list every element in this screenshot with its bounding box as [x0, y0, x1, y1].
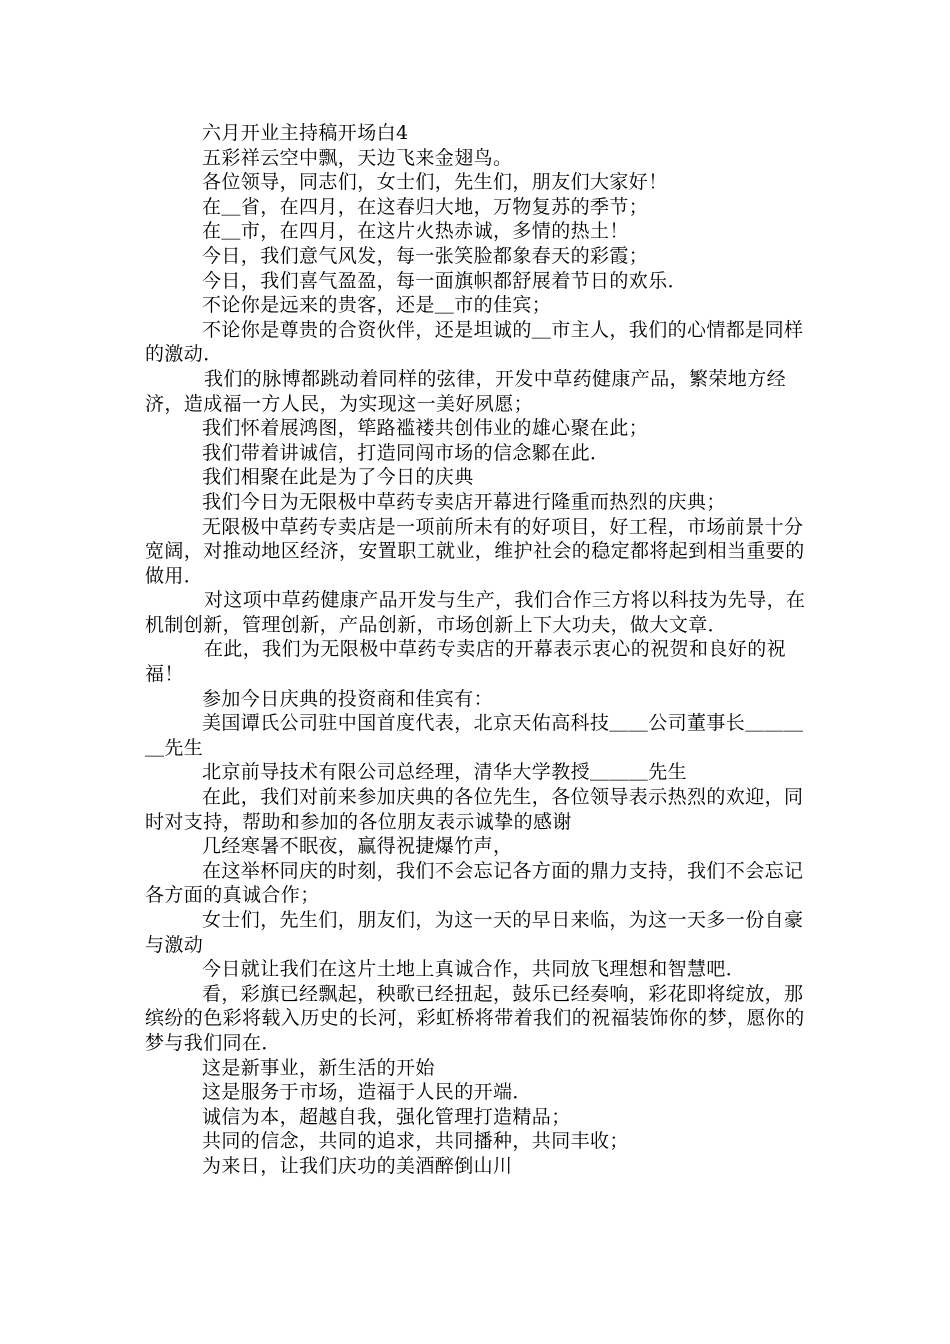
paragraph: 不论你是尊贵的合资伙伴，还是坦诚的＿市主人，我们的心情都是同样的激动．: [145, 318, 804, 366]
paragraph: 今日就让我们在这片土地上真诚合作，共同放飞理想和智慧吧．: [202, 958, 746, 981]
paragraph: 这是服务于市场，造福于人民的开端．: [202, 1081, 532, 1104]
paragraph: 在＿省，在四月，在这春归大地，万物复苏的季节；: [202, 195, 649, 218]
paragraph: 在这举杯同庆的时刻，我们不会忘记各方面的鼎力支持，我们不会忘记各方面的真诚合作；: [145, 859, 804, 907]
paragraph: 无限极中草药专卖店是一项前所未有的好项目，好工程，市场前景十分宽阔，对推动地区经济，安置职工就业，维护社会的稳定都将起到相当重要的做用．: [145, 515, 805, 587]
paragraph: 在此，我们为无限极中草药专卖店的开幕表示衷心的祝贺和良好的祝福！: [145, 638, 787, 686]
paragraph: 我们今日为无限极中草药专卖店开幕进行隆重而热烈的庆典；: [202, 490, 726, 513]
paragraph: 美国谭氏公司驻中国首度代表，北京天佑高科技＿＿公司董事长＿＿＿＿先生: [145, 712, 804, 759]
paragraph: 北京前导技术有限公司总经理，清华大学教授＿＿＿先生: [202, 761, 688, 784]
paragraph: 看，彩旗已经飘起，秧歌已经扭起，鼓乐已经奏响，彩花即将绽放，那缤纷的色彩将载入历史的长河，彩虹桥将带着我们的祝福装饰你的梦，愿你的梦与我们同在．: [145, 982, 805, 1054]
paragraph: 各位领导，同志们，女士们，先生们，朋友们大家好！: [202, 171, 668, 194]
paragraph: 我们的脉博都跳动着同样的弦律，开发中草药健康产品，繁荣地方经济，造成福一方人民，为实现这一美好夙愿；: [145, 367, 787, 415]
paragraph: 几经寒暑不眠夜，赢得祝捷爆竹声，: [202, 835, 513, 858]
paragraph: 今日，我们喜气盈盈，每一面旗帜都舒展着节日的欢乐．: [202, 269, 688, 292]
paragraph: 不论你是远来的贵客，还是＿市的佳宾；: [202, 294, 552, 317]
paragraph: 我们怀着展鸿图，筚路褴褛共创伟业的雄心聚在此；: [202, 417, 649, 440]
paragraph: 五彩祥云空中飘，天边飞来金翅鸟。: [202, 146, 513, 169]
document-title: 六月开业主持稿开场白4: [202, 122, 409, 144]
paragraph: 在＿市，在四月，在这片火热赤诚，多情的热土！: [202, 220, 629, 243]
paragraph: 女士们，先生们，朋友们，为这一天的早日来临，为这一天多一份自豪与激动: [145, 909, 804, 956]
document-body: [145, 121, 810, 1179]
paragraph: 参加今日庆典的投资商和佳宾有：: [202, 687, 494, 710]
paragraph: 今日，我们意气风发，每一张笑脸都象春天的彩霞；: [202, 244, 649, 267]
paragraph: 我们相聚在此是为了今日的庆典: [202, 466, 474, 489]
paragraph: 这是新事业，新生活的开始: [202, 1056, 435, 1079]
paragraph: 在此，我们对前来参加庆典的各位先生，各位领导表示热烈的欢迎，同时对支持，帮助和参加的各位朋友表示诚挚的感谢: [145, 786, 804, 833]
paragraph: 我们带着讲诚信，打造同闯市场的信念鄹在此．: [202, 441, 610, 464]
paragraph: 诚信为本，超越自我，强化管理打造精品；: [202, 1105, 571, 1128]
paragraph: 共同的信念，共同的追求，共同播种，共同丰收；: [202, 1130, 629, 1153]
paragraph: 对这项中草药健康产品开发与生产，我们合作三方将以科技为先导，在机制创新，管理创新，产品创新，市场创新上下大功夫，做大文章．: [145, 589, 806, 636]
paragraph: 为来日，让我们庆功的美酒醉倒山川: [202, 1154, 513, 1177]
